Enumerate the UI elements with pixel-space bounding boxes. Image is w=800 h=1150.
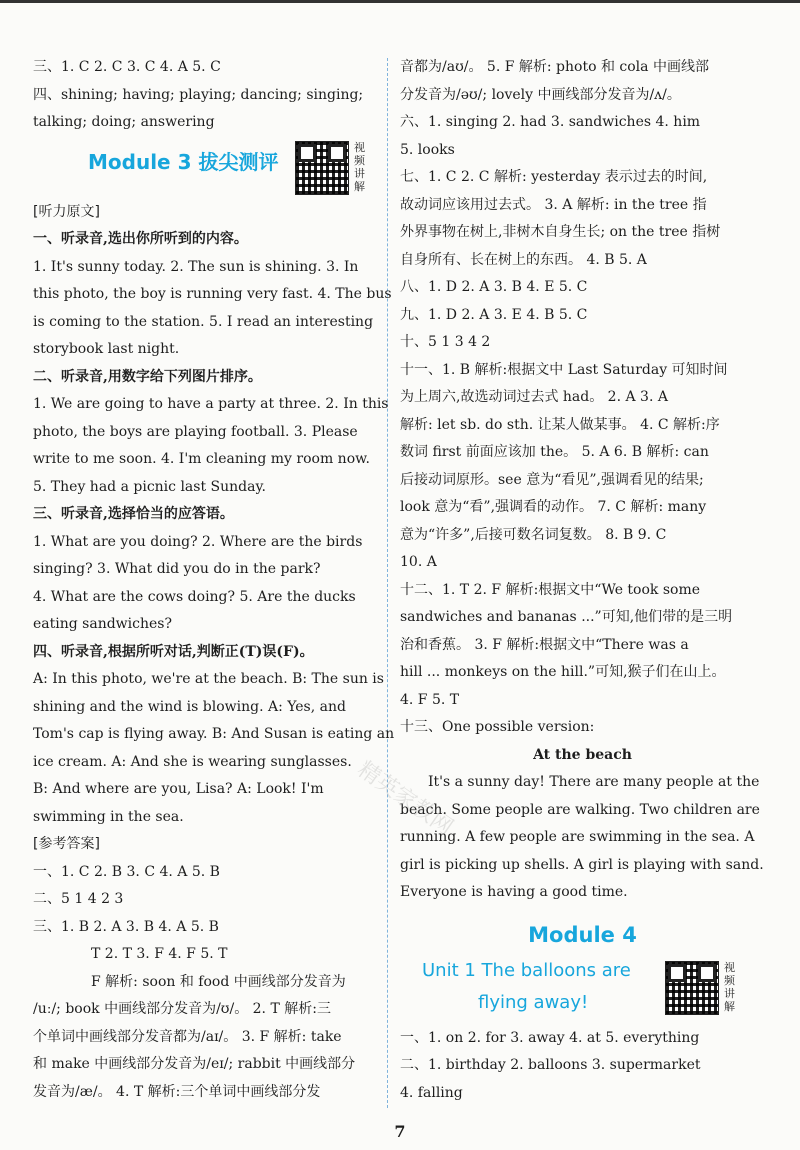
text-line: 解析: let sb. do sth. 让某人做某事。 4. C 解析:序: [400, 416, 720, 433]
section-heading: 一、听录音,选出你所听到的内容。: [33, 231, 248, 247]
text-line: hill ... monkeys on the hill.”可知,猴子们在山上。: [400, 664, 726, 680]
text-line: 十三、One possible version:: [400, 719, 595, 735]
text-line: 故动词应该用过去式。 3. A 解析: in the tree 指: [400, 196, 707, 213]
answer-line: 十、5 1 3 4 2: [400, 334, 491, 350]
watermark: 精英家教网: [352, 757, 458, 841]
essay-line: Everyone is having a good time.: [400, 884, 628, 900]
answer-line: talking; doing; answering: [33, 114, 215, 130]
text-line: 为上周六,故选动词过去式 had。 2. A 3. A: [400, 389, 668, 405]
answer-line: 三、1. C 2. C 3. C 4. A 5. C: [33, 59, 221, 75]
text-line: 十二、1. T 2. F 解析:根据文中“We took some: [400, 581, 701, 598]
answer-line: 九、1. D 2. A 3. E 4. B 5. C: [400, 306, 588, 323]
text-line: 4. F 5. T: [400, 691, 460, 708]
right-column: [400, 54, 765, 1107]
answer-line: 四、shining; having; playing; dancing; singing;: [33, 86, 364, 103]
page-number: 7: [394, 1122, 406, 1141]
essay-line: girl is picking up shells. A girl is playing with sand.: [400, 856, 764, 873]
essay-line: running. A few people are swimming in the sea. A: [400, 829, 755, 845]
answer-line: 5. looks: [400, 141, 455, 158]
text-line: photo, the boys are playing football. 3. Please: [33, 423, 358, 440]
text-line: 个单词中画线部分发音都为/aɪ/。 3. F 解析: take: [33, 1028, 342, 1045]
answer-line: 一、1. on 2. for 3. away 4. at 5. everything: [400, 1029, 700, 1046]
video-explain-label: 视频讲解: [354, 140, 365, 193]
text-line: eating sandwiches?: [33, 616, 172, 632]
text-line: 4. What are the cows doing? 5. Are the ducks: [33, 588, 356, 605]
text-line: 分发音为/əʊ/; lovely 中画线部分发音为/ʌ/。: [400, 86, 681, 103]
text-line: 七、1. C 2. C 解析: yesterday 表示过去的时间,: [400, 169, 708, 185]
unit1-header: [400, 955, 765, 1025]
text-line: 音都为/aʊ/。 5. F 解析: photo 和 cola 中画线部: [400, 59, 709, 75]
text-line: sandwiches and bananas ...”可知,他们带的是三明: [400, 609, 733, 625]
text-line: shining and the wind is blowing. A: Yes, and: [33, 698, 346, 715]
answer-line: 六、1. singing 2. had 3. sandwiches 4. him: [400, 114, 701, 130]
text-line: storybook last night.: [33, 341, 180, 357]
text-line: singing? 3. What did you do in the park?: [33, 561, 321, 577]
answer-line: T 2. T 3. F 4. F 5. T: [91, 946, 228, 962]
qr-code-icon[interactable]: [665, 961, 719, 1015]
unit1-title-line2: flying away!: [478, 991, 589, 1013]
text-line: F 解析: soon 和 food 中画线部分发音为: [91, 973, 346, 990]
essay-line: beach. Some people are walking. Two children are: [400, 801, 760, 818]
essay-title: At the beach: [533, 746, 632, 763]
text-line: 1. What are you doing? 2. Where are the birds: [33, 533, 363, 550]
section-heading: 四、听录音,根据所听对话,判断正(T)误(F)。: [33, 643, 314, 660]
answer-line: 一、1. C 2. B 3. C 4. A 5. B: [33, 863, 220, 880]
text-line: 发音为/æ/。 4. T 解析:三个单词中画线部分发: [33, 1083, 321, 1100]
text-line: is coming to the station. 5. I read an interesting: [33, 313, 374, 330]
text-line: 意为“许多”,后接可数名词复数。 8. B 9. C: [400, 526, 667, 543]
tapescript-heading: [听力原文]: [33, 203, 100, 220]
answer-line: 二、5 1 4 2 3: [33, 891, 124, 907]
text-line: A: In this photo, we're at the beach. B: The sun is: [33, 671, 384, 687]
answer-line: 二、1. birthday 2. balloons 3. supermarket: [400, 1057, 701, 1073]
text-line: this photo, the boy is running very fast. 4. The bus: [33, 286, 392, 302]
answer-heading: [参考答案]: [33, 836, 100, 852]
answer-line: 八、1. D 2. A 3. B 4. E 5. C: [400, 279, 588, 295]
text-line: 十一、1. B 解析:根据文中 Last Saturday 可知时间: [400, 361, 728, 378]
text-line: 1. It's sunny today. 2. The sun is shining. 3. In: [33, 258, 359, 275]
text-line: write to me soon. 4. I'm cleaning my room now.: [33, 451, 370, 467]
section-heading: 二、听录音,用数字给下列图片排序。: [33, 368, 262, 385]
essay-line: It's a sunny day! There are many people at the: [428, 774, 760, 790]
answer-line: 三、1. B 2. A 3. B 4. A 5. B: [33, 918, 219, 935]
text-line: 后接动词原形。see 意为“看见”,强调看见的结果;: [400, 471, 704, 488]
text-line: 外界事物在树上,非树木自身生长; on the tree 指树: [400, 224, 721, 240]
module4-title: Module 4: [528, 922, 637, 947]
top-rule: [0, 0, 800, 3]
text-line: 数词 first 前面应该加 the。 5. A 6. B 解析: can: [400, 444, 709, 460]
answer-line: 4. falling: [400, 1084, 463, 1101]
text-line: B: And where are you, Lisa? A: Look! I'm: [33, 781, 324, 797]
text-line: 5. They had a picnic last Sunday.: [33, 478, 266, 495]
unit1-title-line1: Unit 1 The balloons are: [422, 959, 631, 981]
text-line: 治和香蕉。 3. F 解析:根据文中“There was a: [400, 636, 689, 653]
text-line: look 意为“看”,强调看的动作。 7. C 解析: many: [400, 499, 707, 515]
text-line: Tom's cap is flying away. B: And Susan is eating an: [33, 726, 395, 742]
text-line: 1. We are going to have a party at three. 2. In this: [33, 396, 389, 412]
text-line: 自身所有、长在树上的东西。 4. B 5. A: [400, 251, 647, 268]
module3-header: [33, 137, 378, 199]
module3-title: Module 3 拔尖测评: [88, 149, 279, 174]
text-line: 10. A: [400, 554, 437, 570]
section-heading: 三、听录音,选择恰当的应答语。: [33, 506, 234, 522]
text-line: /uː/; book 中画线部分发音为/ʊ/。 2. T 解析:三: [33, 1001, 331, 1017]
qr-code-icon[interactable]: [295, 141, 349, 195]
video-explain-label: 视频讲解: [724, 960, 735, 1013]
text-line: 和 make 中画线部分发音为/eɪ/; rabbit 中画线部分: [33, 1056, 356, 1072]
text-line: swimming in the sea.: [33, 808, 184, 825]
text-line: ice cream. A: And she is wearing sunglasses.: [33, 753, 352, 770]
